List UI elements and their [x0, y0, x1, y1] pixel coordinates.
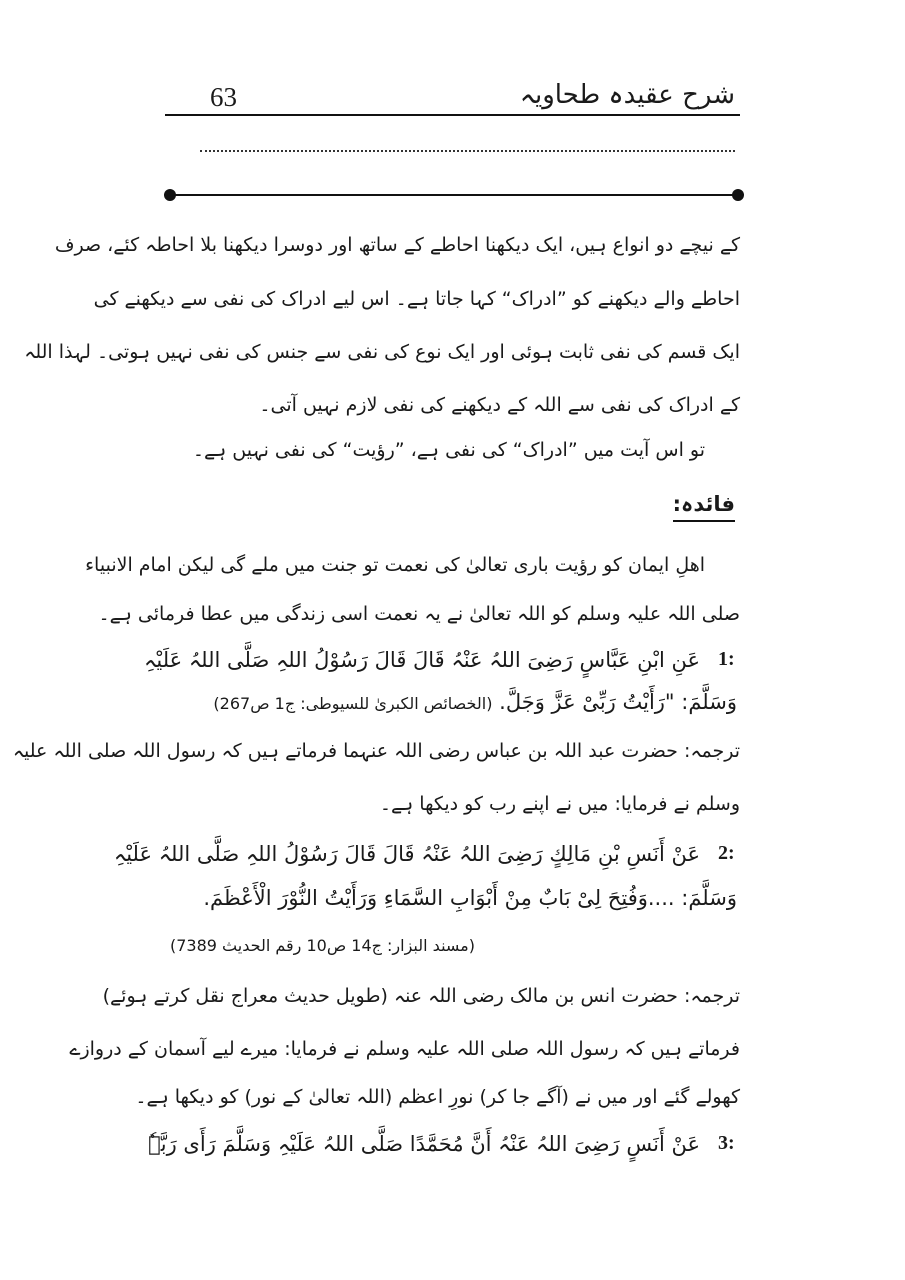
hadith-1-reference: (الخصائص الکبریٰ للسیوطی: ج1 ص267) [213, 694, 493, 713]
header-rule [165, 114, 740, 116]
divider-right-dot [732, 189, 744, 201]
intro-line-5: تو اس آیت میں ”ادراک“ کی نفی ہے، ”رؤیت“ کی نفی نہیں ہے۔ [192, 439, 705, 461]
hadith-2-arabic-line-2: وَسَلَّمَ: ....وَفُتِحَ لِیْ بَابٌ مِنْ أَبْوَابِ السَّمَاءِ وَرَأَیْتُ النُّوْرَ الْأَعْظَمَ. [203, 886, 737, 910]
intro-line-4: کے ادراک کی نفی سے اللہ کے دیکھنے کی نفی لازم نہیں آتی۔ [259, 394, 740, 416]
hadith-3-arabic-line-1: عَنْ أَنَسٍ رَضِیَ اللہُ عَنْہُ أَنَّ مُحَمَّدًا صَلَّی اللہُ عَلَیْہِ وَسَلَّمَ رَأَی رَبَّہٗ [148, 1132, 700, 1156]
divider-left-dot [164, 189, 176, 201]
intro-line-3: ایک قسم کی نفی ثابت ہوئی اور ایک نوع کی نفی سے جنس کی نفی نہیں ہوتی۔ لہذا اللہ [24, 341, 740, 363]
hadith-2-number: 2: [718, 842, 735, 864]
faida-line-1: اھلِ ایمان کو رؤیت باری تعالیٰ کی نعمت تو جنت میں ملے گی لیکن امام الانبیاء [85, 554, 705, 576]
intro-line-2: احاطے والے دیکھنے کو ”ادراک“ کہا جاتا ہے۔ اس لیے ادراک کی نفی سے دیکھنے کی [93, 288, 740, 310]
section-divider [172, 194, 738, 196]
hadith-2-translation-line-3: کھولے گئے اور میں نے (آگے جا کر) نورِ اعظم (اللہ تعالیٰ کے نور) کو دیکھا ہے۔ [135, 1086, 740, 1108]
hadith-2-translation-line-1: ترجمہ: حضرت انس بن مالک رضی اللہ عنہ (طویل حدیث معراج نقل کرتے ہوئے) [102, 985, 740, 1007]
dotted-divider [200, 150, 735, 152]
hadith-1-translation-line-2: وسلم نے فرمایا: میں نے اپنے رب کو دیکھا ہے۔ [379, 793, 740, 815]
faida-heading: فائدہ: [673, 492, 735, 522]
intro-line-1: کے نیچے دو انواع ہیں، ایک دیکھنا احاطے کے ساتھ اور دوسرا دیکھنا بلا احاطہ کئے، صرف [54, 234, 740, 256]
hadith-1-arabic-line-2: وَسَلَّمَ: "رَأَیْتُ رَبِّیْ عَزَّ وَجَلَّ. [499, 690, 737, 714]
hadith-2-arabic-line-1: عَنْ أَنَسِ بْنِ مَالِكٍ رَضِیَ اللہُ عَنْہُ قَالَ قَالَ رَسُوْلُ اللہِ صَلَّی اللہُ عَلَیْہِ [113, 842, 700, 866]
faida-line-2: صلی اللہ علیہ وسلم کو اللہ تعالیٰ نے یہ نعمت اسی زندگی میں عطا فرمائی ہے۔ [98, 603, 740, 625]
hadith-2-reference: (مسند البزار: ج14 ص10 رقم الحدیث 7389) [170, 936, 475, 955]
hadith-2-translation-line-2: فرماتے ہیں کہ رسول اللہ صلی اللہ علیہ وسلم نے فرمایا: میرے لیے آسمان کے دروازے [69, 1038, 740, 1060]
book-title: شرح عقیدہ طحاویہ [519, 80, 735, 110]
hadith-1-translation-line-1: ترجمہ: حضرت عبد اللہ بن عباس رضی اللہ عنہما فرماتے ہیں کہ رسول اللہ صلی اللہ علیہ [12, 740, 740, 762]
hadith-3-number: 3: [718, 1132, 735, 1154]
hadith-1-number: 1: [718, 648, 735, 670]
page-number: 63 [210, 82, 237, 112]
hadith-1-arabic-line-2-wrap [157, 688, 737, 718]
hadith-1-arabic-line-1: عَنِ ابْنِ عَبَّاسٍ رَضِیَ اللہُ عَنْہُ قَالَ قَالَ رَسُوْلُ اللہِ صَلَّی اللہُ عَلَیْہِ [144, 648, 700, 672]
